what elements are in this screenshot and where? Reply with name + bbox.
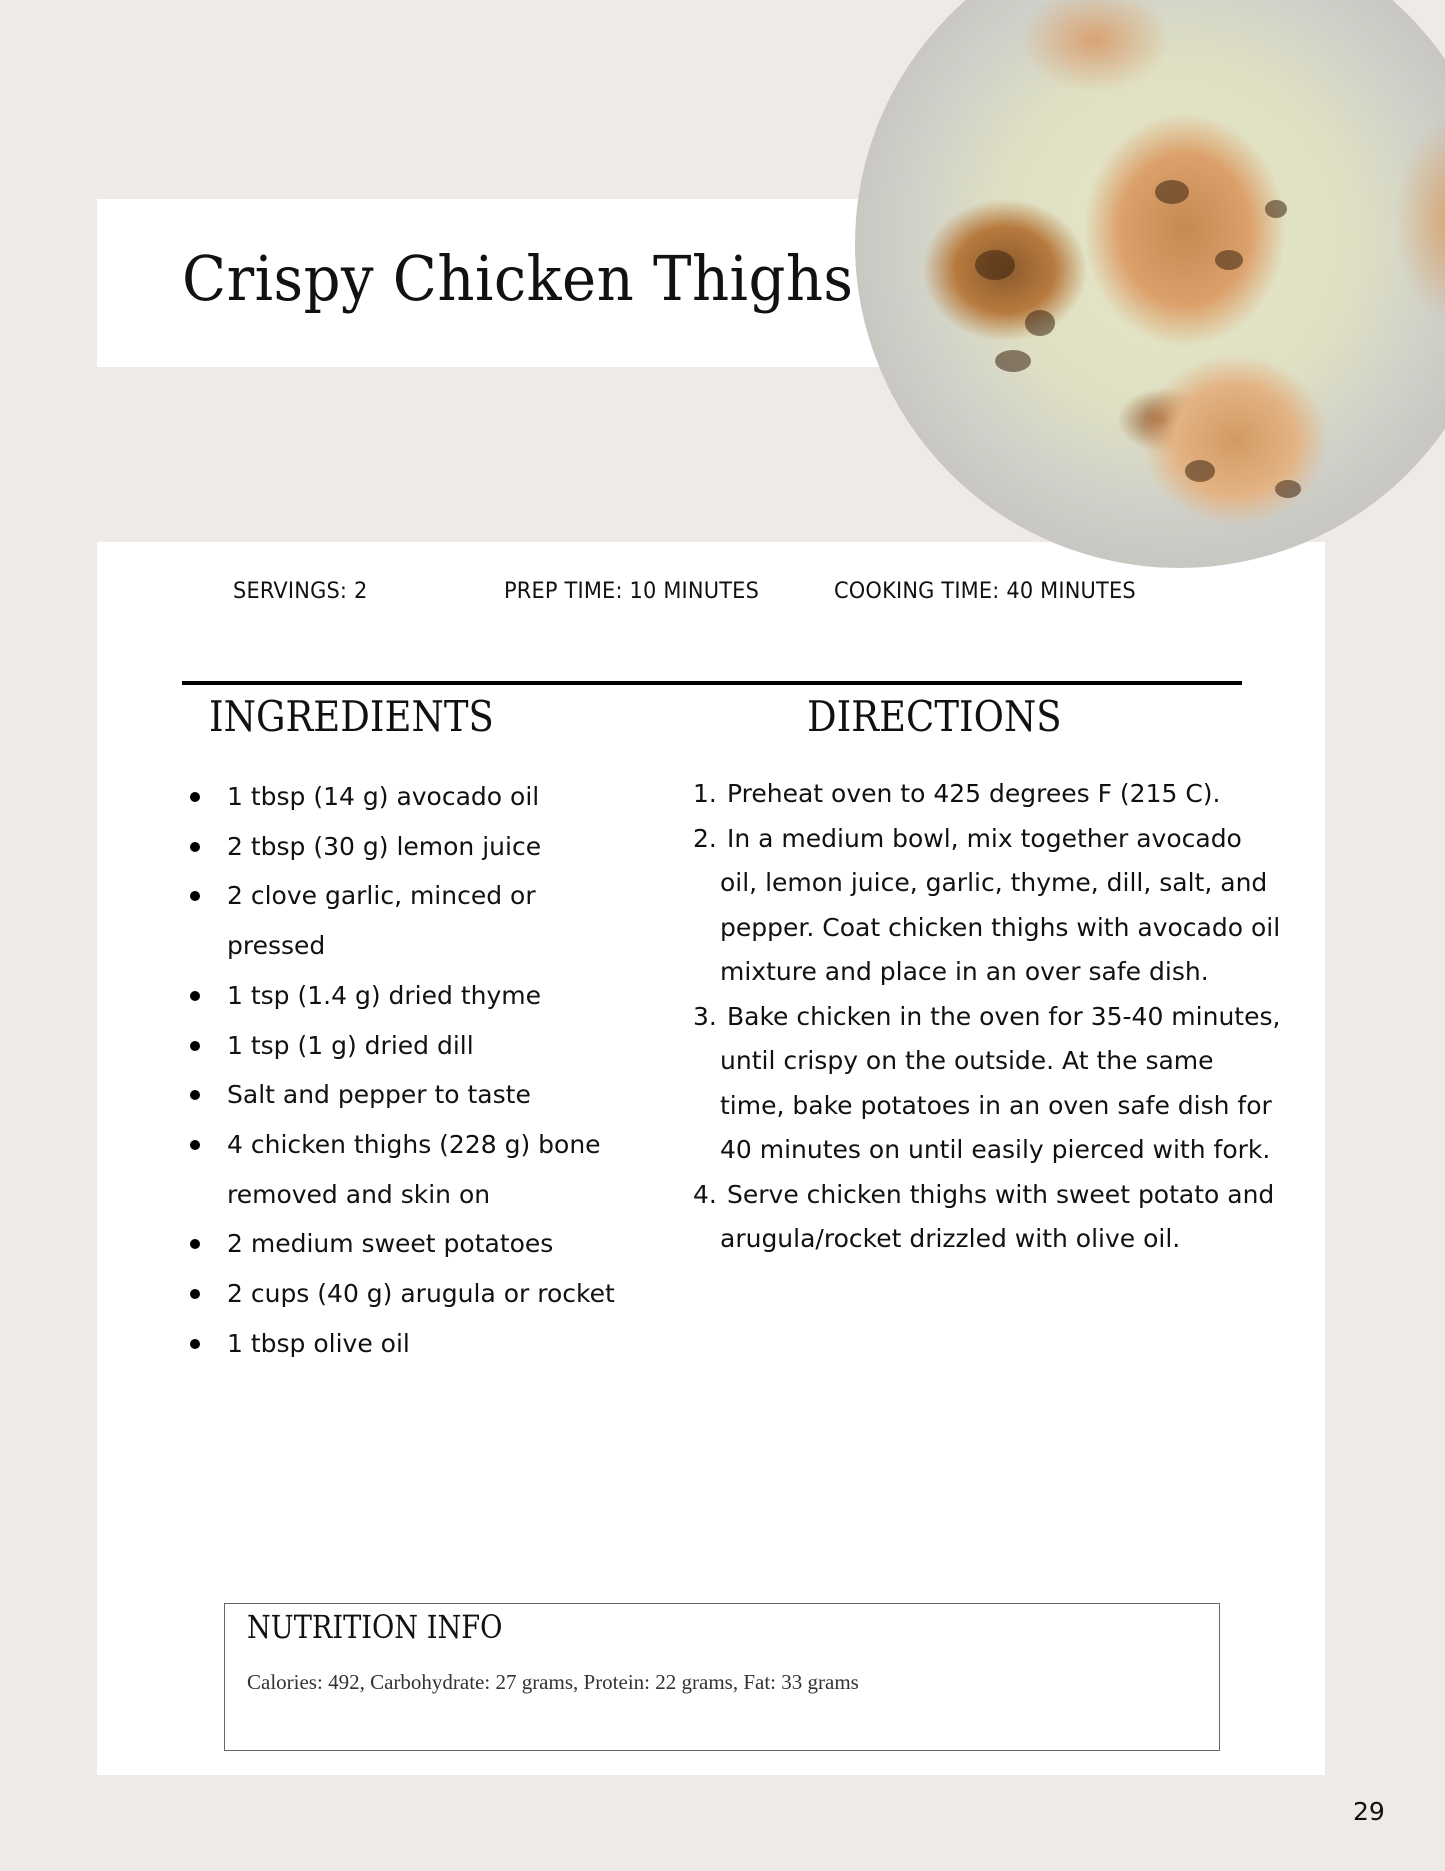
servings-label: SERVINGS: 2 [233, 579, 368, 604]
ingredient-item: 2 medium sweet potatoes [187, 1219, 627, 1269]
ingredient-item: 1 tsp (1.4 g) dried thyme [187, 971, 627, 1021]
recipe-photo [855, 0, 1445, 568]
nutrition-title: NUTRITION INFO [247, 1608, 503, 1646]
ingredient-item: 2 tbsp (30 g) lemon juice [187, 822, 627, 872]
nutrition-box [224, 1603, 1220, 1751]
ingredient-item: 1 tsp (1 g) dried dill [187, 1021, 627, 1071]
cooking-time-label: COOKING TIME: 40 MINUTES [834, 579, 1136, 604]
step-number: 2. [693, 823, 717, 853]
directions-heading: DIRECTIONS [807, 692, 1062, 741]
prep-time-label: PREP TIME: 10 MINUTES [504, 579, 760, 604]
step-text: In a medium bowl, mix together avocado oil, lemon juice, garlic, thyme, dill, salt, and pepper. Coat chicken thighs with avocado oil mixture and place in an over safe dish. [720, 823, 1281, 986]
step-text: Bake chicken in the oven for 35-40 minutes, until crispy on the outside. At the same time, bake potatoes in an oven safe dish for 40 minutes on until easily pierced with fork. [720, 1001, 1281, 1164]
section-divider [182, 681, 1242, 685]
bullet-icon [190, 1339, 200, 1349]
ingredient-item: 1 tbsp (14 g) avocado oil [187, 772, 627, 822]
step-number: 1. [693, 779, 717, 808]
recipe-card [97, 542, 1325, 1775]
bullet-icon [190, 842, 200, 852]
bullet-icon [190, 1090, 200, 1100]
page-number: 29 [1353, 1797, 1385, 1826]
ingredient-item: 2 clove garlic, minced or pressed [187, 871, 627, 970]
direction-step [693, 772, 1283, 817]
step-text: Serve chicken thighs with sweet potato and arugula/rocket drizzled with olive oil. [720, 1179, 1275, 1253]
bullet-icon [190, 1289, 200, 1299]
title-card [97, 199, 897, 367]
ingredient-item: Salt and pepper to taste [187, 1070, 627, 1120]
ingredients-heading: INGREDIENTS [209, 692, 494, 741]
bullet-icon [190, 1041, 200, 1051]
direction-step [693, 817, 1283, 995]
step-number: 3. [693, 1001, 717, 1031]
direction-step [693, 1173, 1283, 1262]
ingredient-item: 2 cups (40 g) arugula or rocket [187, 1269, 627, 1319]
ingredient-item: 4 chicken thighs (228 g) bone removed and skin on [187, 1120, 627, 1219]
bullet-icon [190, 991, 200, 1001]
ingredient-item: 1 tbsp olive oil [187, 1319, 627, 1369]
ingredients-list [187, 772, 627, 1368]
direction-step [693, 995, 1283, 1173]
recipe-title: Crispy Chicken Thighs [182, 242, 854, 315]
bullet-icon [190, 1140, 200, 1150]
bullet-icon [190, 792, 200, 802]
directions-list [693, 772, 1283, 1262]
step-text: Preheat oven to 425 degrees F (215 C). [727, 779, 1221, 808]
bullet-icon [190, 1239, 200, 1249]
bullet-icon [190, 891, 200, 901]
step-number: 4. [693, 1179, 717, 1209]
nutrition-text: Calories: 492, Carbohydrate: 27 grams, Protein: 22 grams, Fat: 33 grams [247, 1670, 859, 1694]
